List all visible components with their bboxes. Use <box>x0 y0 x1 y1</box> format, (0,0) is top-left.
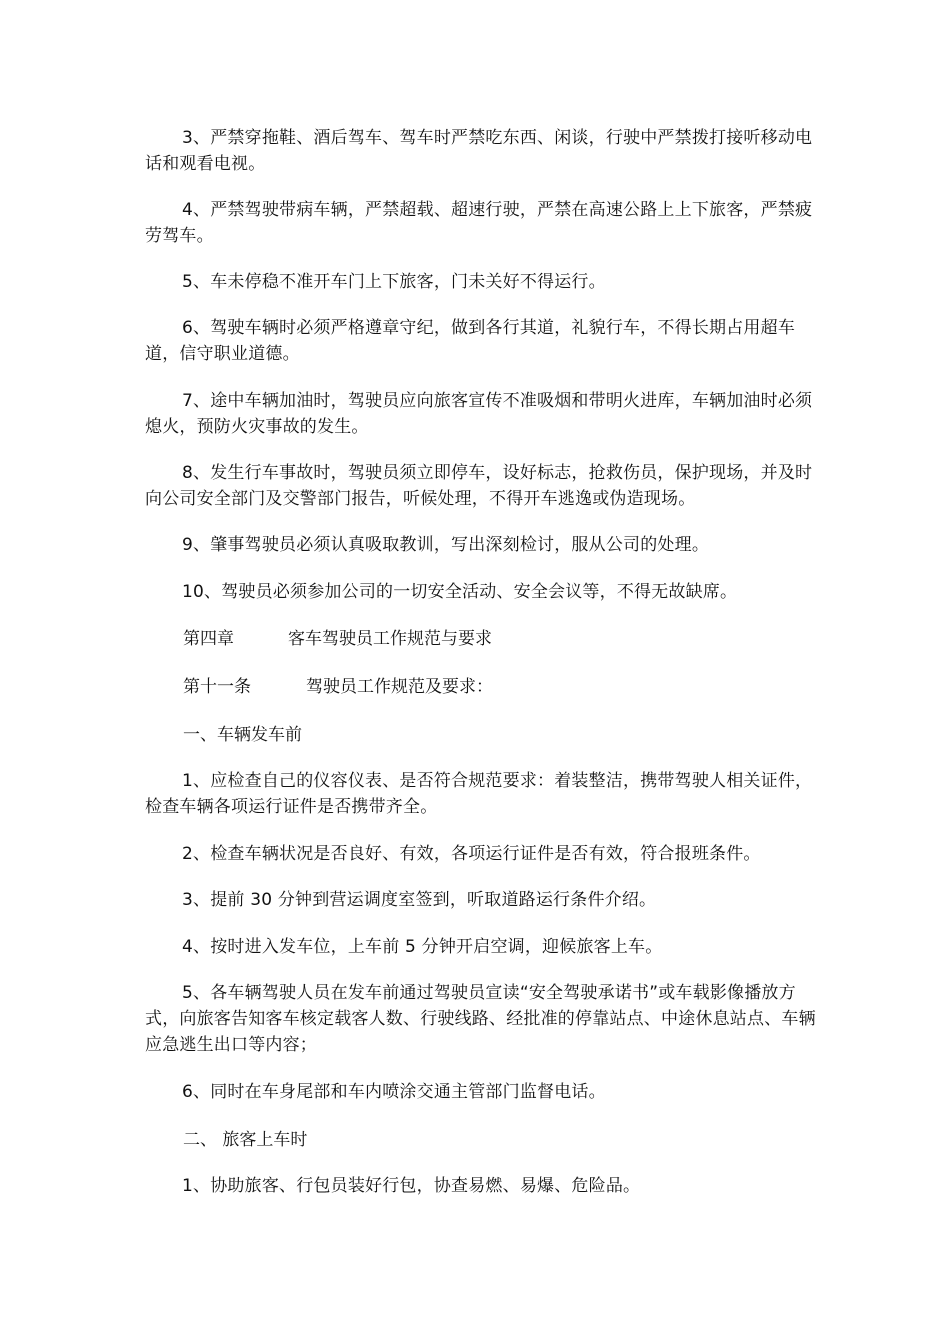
paragraph-rule-10: 10、驾驶员必须参加公司的一切安全活动、安全会议等，不得无故缺席。 <box>182 582 738 602</box>
paragraph-rule-5: 5、车未停稳不准开车门上下旅客，门未关好不得运行。 <box>182 272 606 292</box>
paragraph-rule-4: 4、严禁驾驶带病车辆，严禁超载、超速行驶，严禁在高速公路上上下旅客，严禁疲劳驾车。 <box>145 200 813 246</box>
list-item: 1、应检查自己的仪容仪表、是否符合规范要求：着装整洁，携带驾驶人相关证件，检查车辆各项运行证件是否携带齐全。 <box>145 771 813 817</box>
paragraph-rule-3: 3、严禁穿拖鞋、酒后驾车、驾车时严禁吃东西、闲谈，行驶中严禁拨打接听移动电话和观看电视。 <box>145 128 813 174</box>
paragraph-rule-6: 6、驾驶车辆时必须严格遵章守纪，做到各行其道，礼貌行车，不得长期占用超车道，信守职业道德。 <box>145 318 796 364</box>
list-item: 6、同时在车身尾部和车内喷涂交通主管部门监督电话。 <box>182 1082 606 1102</box>
chapter-title: 客车驾驶员工作规范与要求 <box>288 629 492 649</box>
paragraph-rule-9: 9、肇事驾驶员必须认真吸取教训，写出深刻检讨，服从公司的处理。 <box>182 535 710 555</box>
list-item: 2、检查车辆状况是否良好、有效，各项运行证件是否有效，符合报班条件。 <box>182 844 761 864</box>
article-heading <box>183 674 493 700</box>
section-title: 二、 旅客上车时 <box>183 1130 308 1150</box>
list-item: 5、各车辆驾驶人员在发车前通过驾驶员宣读“安全驾驶承诺书”或车载影像播放方式，向旅客告知客车核定载客人数、行驶线路、经批准的停靠站点、中途休息站点、车辆应急逃生出口等内容； <box>145 983 816 1055</box>
article-title: 驾驶员工作规范及要求： <box>306 677 493 697</box>
section-heading-before-departure <box>183 722 302 748</box>
chapter-heading <box>183 626 492 652</box>
paragraph-rule-7: 7、途中车辆加油时，驾驶员应向旅客宣传不准吸烟和带明火进库，车辆加油时必须熄火，预防火灾事故的发生。 <box>145 391 813 437</box>
section-title: 一、车辆发车前 <box>183 725 302 745</box>
list-item: 3、提前 30 分钟到营运调度室签到，听取道路运行条件介绍。 <box>182 890 657 910</box>
list-item: 4、按时进入发车位，上车前 5 分钟开启空调，迎候旅客上车。 <box>182 937 663 957</box>
list-item: 1、协助旅客、行包员装好行包，协查易燃、易爆、危险品。 <box>182 1176 641 1196</box>
chapter-number: 第四章 <box>183 629 234 649</box>
paragraph-rule-8: 8、发生行车事故时，驾驶员须立即停车，设好标志，抢救伤员，保护现场，并及时向公司安全部门及交警部门报告，听候处理，不得开车逃逸或伪造现场。 <box>145 463 813 509</box>
section-heading-boarding <box>183 1127 307 1153</box>
article-number: 第十一条 <box>183 677 251 697</box>
